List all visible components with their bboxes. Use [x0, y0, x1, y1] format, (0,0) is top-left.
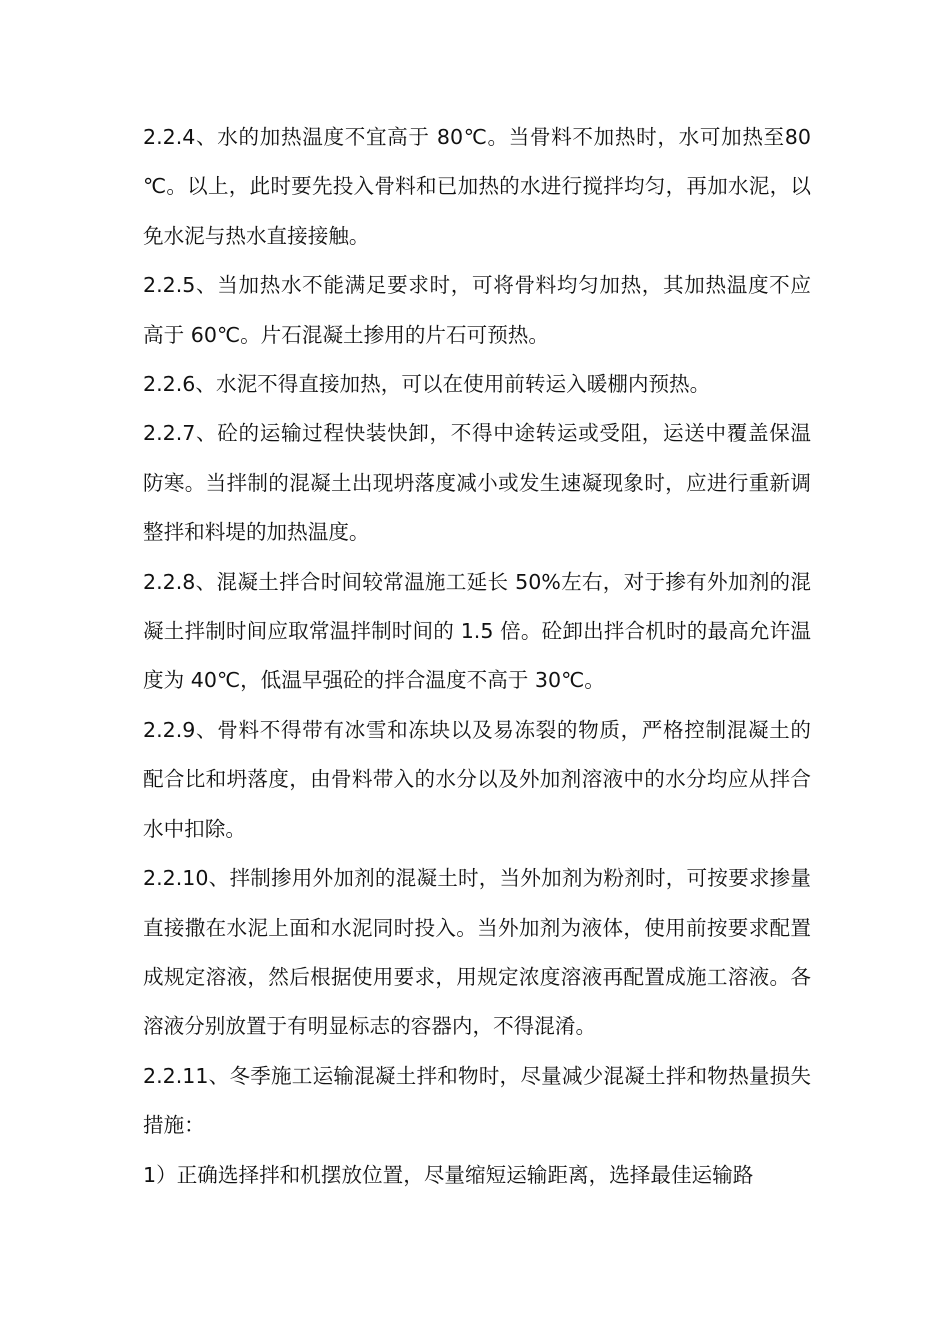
paragraph-2-2-11: 2.2.11、冬季施工运输混凝土拌和物时，尽量减少混凝土拌和物热量损失措施： — [143, 1063, 811, 1138]
paragraph-2-2-8: 2.2.8、混凝土拌合时间较常温施工延长 50%左右，对于掺有外加剂的混凝土拌制时间应取常温拌制时间的 1.5 倍。砼卸出拌合机时的最高允许温度为 40℃，低温早强砼的拌合温度不高于 30℃。 — [143, 569, 811, 693]
paragraph-2-2-9: 2.2.9、骨料不得带有冰雪和冻块以及易冻裂的物质，严格控制混凝土的配合比和坍落度，由骨料带入的水分以及外加剂溶液中的水分均应从拌合水中扣除。 — [143, 717, 811, 841]
paragraph-2-2-4: 2.2.4、水的加热温度不宜高于 80℃。当骨料不加热时，水可加热至80℃。以上，此时要先投入骨料和已加热的水进行搅拌均匀，再加水泥，以免水泥与热水直接接触。 — [143, 125, 811, 248]
paragraph-2-2-5: 2.2.5、当加热水不能满足要求时，可将骨料均匀加热，其加热温度不应高于 60℃。片石混凝土掺用的片石可预热。 — [143, 273, 811, 347]
list-item-1: 1）正确选择拌和机摆放位置，尽量缩短运输距离，选择最佳运输路 — [143, 1162, 754, 1187]
paragraph-2-2-7: 2.2.7、砼的运输过程快装快卸，不得中途转运或受阻，运送中覆盖保温防寒。当拌制的混凝土出现坍落度减小或发生速凝现象时，应进行重新调整拌和料堤的加热温度。 — [143, 421, 811, 545]
paragraph-2-2-6: 2.2.6、水泥不得直接加热，可以在使用前转运入暖棚内预热。 — [143, 372, 711, 397]
paragraph-2-2-10: 2.2.10、拌制掺用外加剂的混凝土时，当外加剂为粉剂时，可按要求掺量直接撒在水泥上面和水泥同时投入。当外加剂为液体，使用前按要求配置成规定溶液，然后根据使用要求，用规定浓度溶液再配置成施工溶液。各溶液分别放置于有明显标志的容器内，不得混淆。 — [143, 866, 811, 1039]
document-body — [143, 113, 811, 1200]
